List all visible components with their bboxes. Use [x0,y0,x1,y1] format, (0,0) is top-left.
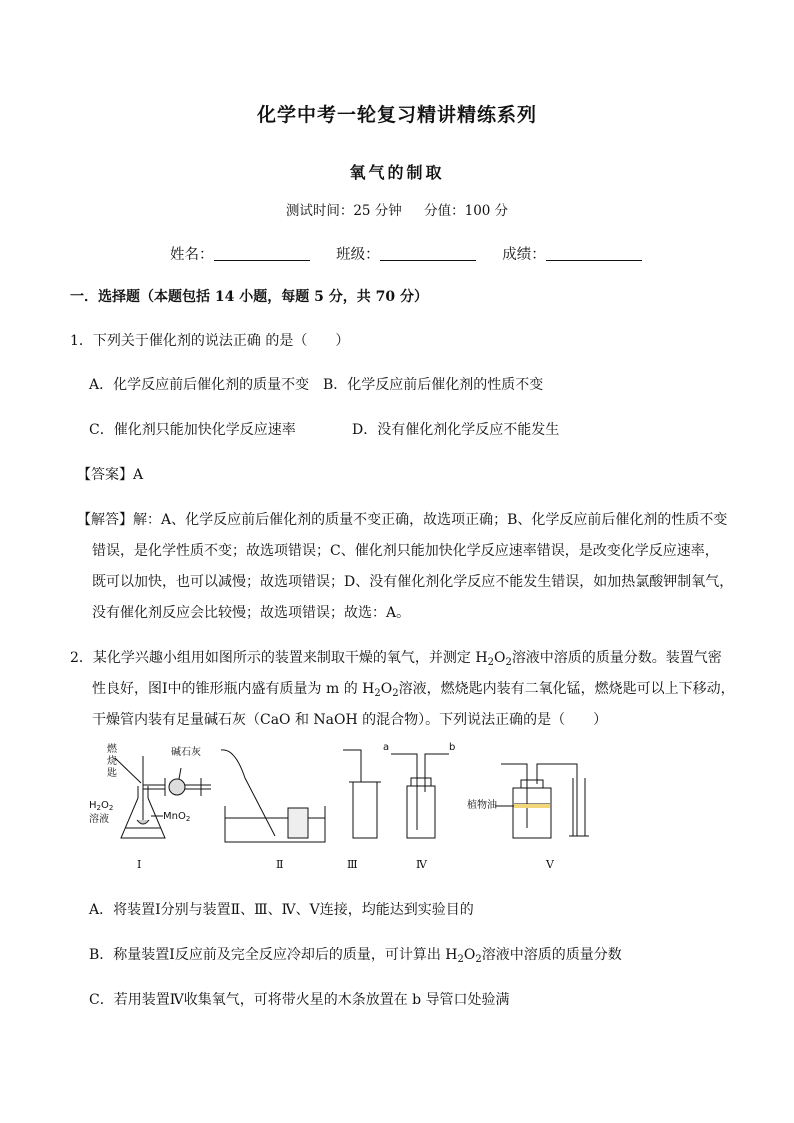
svg-text:碱石灰: 碱石灰 [171,747,201,758]
apparatus-4 [383,742,455,871]
apparatus-3 [343,750,381,871]
svg-text:植物油: 植物油 [467,800,497,811]
name-label: 姓名： [170,247,214,263]
grade-blank[interactable] [546,246,642,261]
svg-text:烧: 烧 [107,756,117,767]
apparatus-1 [89,742,211,871]
svg-text:溶液: 溶液 [89,814,109,825]
q2-option-a[interactable]: A．将装置Ⅰ分别与装置Ⅱ、Ⅲ、Ⅳ、Ⅴ连接，均能达到实验目的 [89,902,474,918]
q1-analysis-line1: 【解答】解：A、化学反应前后催化剂的质量不变正确，故选项正确；B、化学反应前后催化剂的性质不变 [77,512,728,528]
apparatus-2 [221,750,325,871]
test-meta [0,199,794,219]
svg-text:a: a [383,742,390,753]
class-field[interactable] [336,243,476,264]
grade-field[interactable] [502,243,642,264]
page-title: 化学中考一轮复习精讲精练系列 [256,104,537,126]
student-fields [170,243,664,264]
apparatus-figure [85,738,615,878]
q2-stem-line1: 2．某化学兴趣小组用如图所示的装置来制取干燥的氧气，并测定 $H_2O_2$溶液中溶质的质量分数。装置气密 [70,650,722,668]
class-label: 班级： [336,247,380,263]
svg-text:MnO2: MnO$_2$ [163,811,191,823]
q1-option-c[interactable]: C．催化剂只能加快化学反应速率 [89,422,296,438]
svg-text:Ⅴ: Ⅴ [546,858,554,871]
svg-text:H2O2: $H_2O_2$ [89,800,114,812]
test-time: 测试时间：25 分钟 [285,203,402,219]
svg-text:Ⅱ: Ⅱ [276,858,284,871]
test-score: 分值：100 分 [424,203,509,219]
q1-analysis-line4: 没有催化剂反应会比较慢；故选项错误；故选：A。 [92,605,411,621]
q1-option-b[interactable]: B．化学反应前后催化剂的性质不变 [323,377,544,393]
q2-option-c[interactable]: C．若用装置Ⅳ收集氧气，可将带火星的木条放置在 b 导管口处验满 [89,992,510,1008]
q1-option-d[interactable]: D．没有催化剂化学反应不能发生 [352,422,560,438]
class-blank[interactable] [380,246,476,261]
q1-analysis-line2: 错误，是化学性质不变；故选项错误；C、催化剂只能加快化学反应速率错误，是改变化学反应速率， [92,543,719,559]
grade-label: 成绩： [502,247,546,263]
name-field[interactable] [170,243,310,264]
q2-stem-line2: 性良好，图Ⅰ中的锥形瓶内盛有质量为 m 的 $H_2O_2$溶液，燃烧匙内装有二氧化锰，燃烧匙可以上下移动， [92,681,735,699]
q2-option-b[interactable]: B．称量装置Ⅰ反应前及完全反应冷却后的质量，可计算出 $H_2O_2$溶液中溶质的质量分数 [89,947,622,965]
section-heading: 一．选择题（本题包括 14 小题，每题 5 分，共 70 分） [70,289,428,305]
q1-answer: 【答案】A [77,467,144,483]
svg-text:燃: 燃 [107,744,117,755]
svg-text:Ⅰ: Ⅰ [137,858,142,871]
svg-text:Ⅲ: Ⅲ [347,858,358,871]
name-blank[interactable] [214,246,310,261]
page-subtitle: 氧气的制取 [349,163,445,182]
svg-text:匙: 匙 [107,768,117,779]
q1-stem: 1．下列关于催化剂的说法正确 的是（ ） [70,333,350,349]
q1-analysis-line3: 既可以加快，也可以减慢；故选项错误；D、没有催化剂化学反应不能发生错误，如加热氯酸钾制氧气， [92,574,734,590]
q1-option-a[interactable]: A．化学反应前后催化剂的质量不变 [89,377,310,393]
apparatus-5 [467,764,589,871]
svg-text:Ⅳ: Ⅳ [416,858,427,871]
q2-stem-line3: 干燥管内装有足量碱石灰（CaO 和 NaOH 的混合物）。下列说法正确的是（ ） [92,712,608,728]
svg-text:b: b [449,742,456,753]
